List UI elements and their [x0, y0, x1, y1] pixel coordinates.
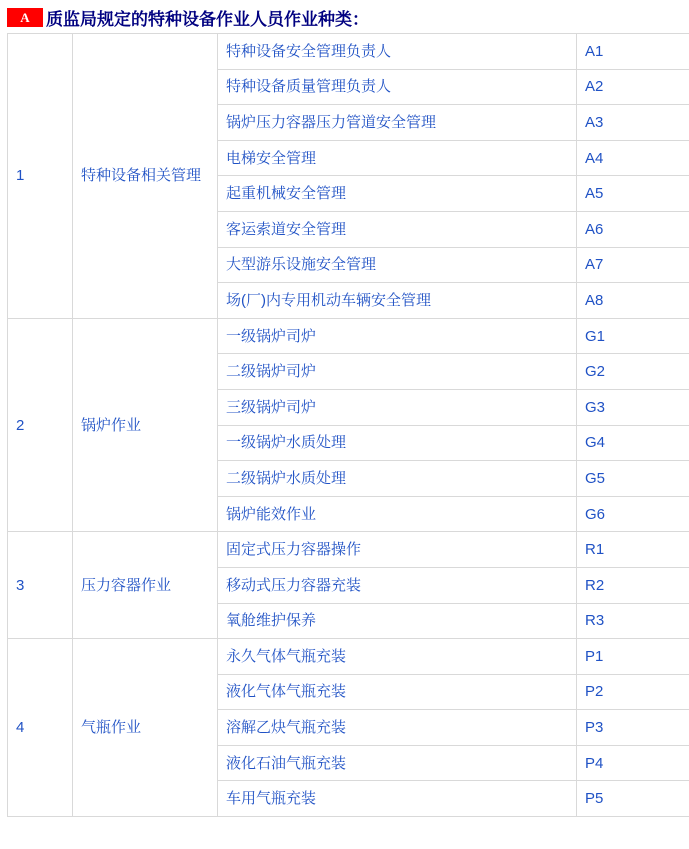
job-code-cell: A3 [577, 105, 689, 141]
group-number-cell: 2 [8, 318, 73, 532]
job-name-cell: 溶解乙炔气瓶充装 [218, 710, 577, 746]
job-name-cell: 特种设备安全管理负责人 [218, 34, 577, 70]
job-name-cell: 液化气体气瓶充装 [218, 674, 577, 710]
job-code-cell: R1 [577, 532, 689, 568]
table-row [8, 318, 689, 354]
group-category-cell: 气瓶作业 [73, 639, 218, 817]
table-group-2 [8, 318, 689, 532]
job-name-cell: 永久气体气瓶充装 [218, 639, 577, 675]
page [0, 8, 689, 849]
table-group-1 [8, 34, 689, 319]
group-number-cell: 1 [8, 34, 73, 319]
job-name-cell: 场(厂)内专用机动车辆安全管理 [218, 283, 577, 319]
job-name-cell: 锅炉能效作业 [218, 496, 577, 532]
job-name-cell: 固定式压力容器操作 [218, 532, 577, 568]
job-code-cell: A5 [577, 176, 689, 212]
job-code-cell: G4 [577, 425, 689, 461]
job-name-cell: 车用气瓶充装 [218, 781, 577, 817]
group-category-cell: 锅炉作业 [73, 318, 218, 532]
job-name-cell: 大型游乐设施安全管理 [218, 247, 577, 283]
table-group-3 [8, 532, 689, 639]
job-code-cell: P5 [577, 781, 689, 817]
job-code-cell: A6 [577, 211, 689, 247]
job-code-cell: P2 [577, 674, 689, 710]
job-code-cell: G3 [577, 389, 689, 425]
group-category-cell: 压力容器作业 [73, 532, 218, 639]
job-name-cell: 电梯安全管理 [218, 140, 577, 176]
job-code-cell: A4 [577, 140, 689, 176]
job-name-cell: 氧舱维护保养 [218, 603, 577, 639]
table-row [8, 532, 689, 568]
job-code-cell: A2 [577, 69, 689, 105]
table-row [8, 34, 689, 70]
job-name-cell: 液化石油气瓶充装 [218, 745, 577, 781]
job-code-cell: R2 [577, 567, 689, 603]
job-name-cell: 起重机械安全管理 [218, 176, 577, 212]
job-code-cell: G6 [577, 496, 689, 532]
table-row [8, 639, 689, 675]
group-category-cell: 特种设备相关管理 [73, 34, 218, 319]
job-name-cell: 二级锅炉水质处理 [218, 461, 577, 497]
job-code-cell: P4 [577, 745, 689, 781]
job-code-cell: P3 [577, 710, 689, 746]
categories-table [7, 33, 689, 817]
job-code-cell: P1 [577, 639, 689, 675]
group-number-cell: 3 [8, 532, 73, 639]
job-name-cell: 二级锅炉司炉 [218, 354, 577, 390]
group-number-cell: 4 [8, 639, 73, 817]
section-header [7, 8, 689, 27]
job-code-cell: A8 [577, 283, 689, 319]
job-name-cell: 特种设备质量管理负责人 [218, 69, 577, 105]
job-code-cell: A7 [577, 247, 689, 283]
job-name-cell: 移动式压力容器充装 [218, 567, 577, 603]
page-title: 质监局规定的特种设备作业人员作业种类： [46, 5, 369, 30]
job-name-cell: 锅炉压力容器压力管道安全管理 [218, 105, 577, 141]
job-name-cell: 一级锅炉司炉 [218, 318, 577, 354]
section-badge: A [7, 8, 43, 27]
job-code-cell: G2 [577, 354, 689, 390]
job-name-cell: 一级锅炉水质处理 [218, 425, 577, 461]
table-group-4 [8, 639, 689, 817]
job-code-cell: A1 [577, 34, 689, 70]
job-code-cell: G1 [577, 318, 689, 354]
job-code-cell: G5 [577, 461, 689, 497]
job-name-cell: 三级锅炉司炉 [218, 389, 577, 425]
job-name-cell: 客运索道安全管理 [218, 211, 577, 247]
job-code-cell: R3 [577, 603, 689, 639]
